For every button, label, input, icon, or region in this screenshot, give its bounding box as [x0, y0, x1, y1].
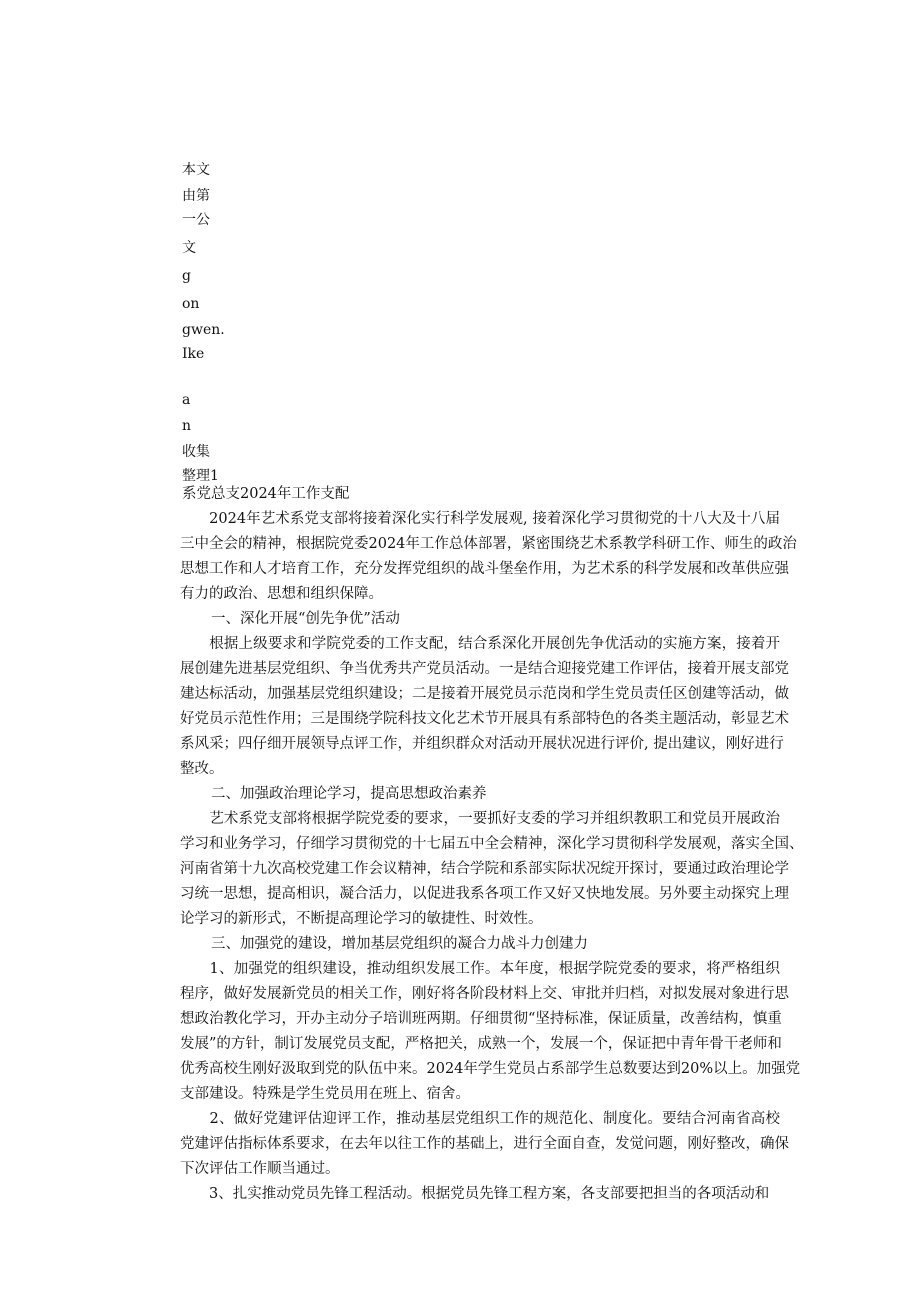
text-line: 优秀高校生刚好汲取到党的队伍中来。2024年学生党员占系部学生总数要达到20%以上。加强党 — [180, 1061, 801, 1077]
text-line: 党建评估指标体系要求，在去年以往工作的基础上，进行全面自查，发觉问题，刚好整改，确保 — [180, 1136, 789, 1152]
side-fragment: 文 — [182, 240, 196, 256]
text-line: 学习和业务学习，仔细学习贯彻党的十七届五中全会精神，深化学习贯彻科学发展观，落实全国、 — [180, 836, 804, 852]
body-paragraph — [180, 1107, 789, 1182]
side-fragment: 收集 — [182, 444, 210, 460]
side-fragment: gwen. — [182, 322, 225, 338]
side-fragment: a — [182, 392, 191, 408]
side-fragment: 由第 — [182, 188, 210, 204]
text-line: 好党员示范性作用；三是围绕学院科技文化艺术节开展具有系部特色的各类主题活动，彰显艺术 — [180, 711, 789, 727]
text-line: 论学习的新形式，不断提高理论学习的敏捷性、时效性。 — [180, 911, 543, 927]
section-heading — [182, 782, 780, 807]
text-line: 2024年艺术系党支部将接着深化实行科学发展观, 接着深化学习贯彻党的十八大及十八届 — [180, 511, 780, 527]
text-line: 下次评估工作顺当通过。 — [180, 1161, 340, 1177]
paragraph-list — [180, 507, 804, 1207]
text-line: 想政治教化学习，开办主动分子培训班两期。仔细贯彻“坚持标准，保证质量，改善结构，慎重 — [180, 1011, 782, 1027]
document-body — [180, 482, 804, 1207]
text-line: 根据上级要求和学院党委的工作支配，结合系深化开展创先争优活动的实施方案，接着开 — [180, 636, 780, 652]
section-heading — [182, 932, 780, 957]
side-fragment: 一公 — [182, 212, 210, 228]
side-fragment: g — [182, 268, 191, 284]
side-fragment: Ike — [182, 346, 205, 362]
text-line: 三中全会的精神，根据院党委2024年工作总体部署，紧密围绕艺术系教学科研工作、师生的政治 — [180, 536, 797, 552]
text-line: 整改。 — [180, 761, 224, 777]
text-line: 二、加强政治理论学习，提高思想政治素养 — [182, 786, 487, 802]
body-paragraph — [180, 632, 789, 782]
text-line: 系风采；四仔细开展领导点评工作，并组织群众对活动开展状况进行评价, 提出建议，刚好进行 — [180, 736, 784, 752]
body-paragraph — [180, 507, 797, 607]
text-line: 1、加强党的组织建设，推动组织发展工作。本年度，根据学院党委的要求，将严格组织 — [180, 961, 780, 977]
text-line: 程序，做好发展新党员的相关工作，刚好将各阶段材料上交、审批并归档，对拟发展对象进行思 — [180, 986, 789, 1002]
text-line: 支部建设。特殊是学生党员用在班上、宿舍。 — [180, 1086, 470, 1102]
text-line: 2、做好党建评估迎评工作，推动基层党组织工作的规范化、制度化。要结合河南省高校 — [180, 1111, 780, 1127]
text-line: 3、扎实推动党员先锋工程活动。根据党员先锋工程方案，各支部要把担当的各项活动和 — [180, 1186, 770, 1202]
text-line: 建达标活动，加强基层党组织建设；二是接着开展党员示范岗和学生党员责任区创建等活动，做 — [180, 686, 789, 702]
text-line: 河南省第十九次高校党建工作会议精神，结合学院和系部实际状况绽开探讨，要通过政治理论学 — [180, 861, 789, 877]
body-paragraph — [180, 807, 804, 932]
side-fragment: n — [182, 418, 192, 434]
side-fragment: 整理1 — [182, 468, 219, 484]
document-title: 系党总支2024年工作支配 — [182, 486, 350, 502]
text-line: 艺术系党支部将根据学院党委的要求，一要抓好支委的学习并组织教职工和党员开展政治 — [180, 811, 780, 827]
side-fragment: on — [182, 296, 200, 312]
text-line: 三、加强党的建设，增加基层党组织的凝合力战斗力创建力 — [182, 936, 588, 952]
section-heading — [182, 607, 780, 632]
text-line: 有力的政治、思想和组织保障。 — [180, 586, 383, 602]
body-paragraph — [180, 1182, 780, 1207]
text-line: 发展”的方针，制订发展党员支配，严格把关，成熟一个，发展一个，保证把中青年骨干老师和 — [180, 1036, 782, 1052]
side-fragment: 本文 — [182, 162, 210, 178]
text-line: 思想工作和人才培育工作，充分发挥党组织的战斗堡垒作用，为艺术系的科学发展和改革供应强 — [180, 561, 789, 577]
text-line: 习统一思想，提高相识，凝合活力，以促进我系各项工作又好又快地发展。另外要主动探究上理 — [180, 886, 789, 902]
text-line: 展创建先进基层党组织、争当优秀共产党员活动。一是结合迎接党建工作评估，接着开展支部党 — [180, 661, 789, 677]
body-paragraph — [180, 957, 801, 1107]
text-line: 一、深化开展“创先争优”活动 — [182, 611, 400, 627]
